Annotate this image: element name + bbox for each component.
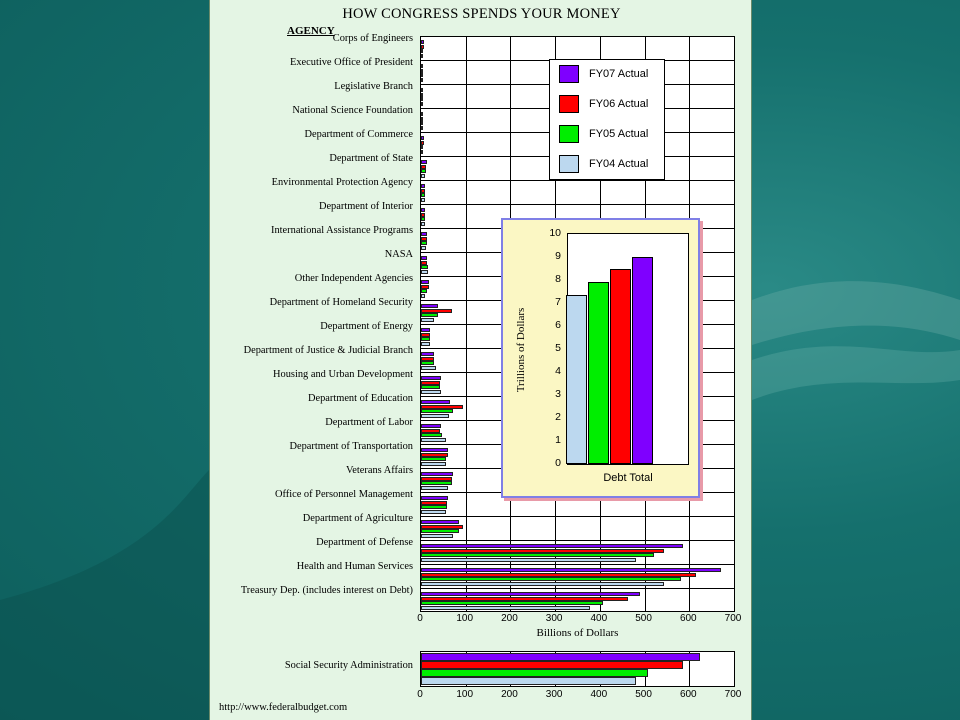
agency-label-department-of-state: Department of State: [329, 153, 413, 164]
bar-department-of-education-fy04-actual: [421, 414, 449, 418]
legend-swatch-fy05: [559, 125, 579, 143]
bar-department-of-defense-fy05-actual: [421, 553, 654, 557]
bar-legislative-branch-fy04-actual: [421, 102, 423, 106]
bar-nasa-fy07-actual: [421, 256, 427, 260]
agency-label-social-security: Social Security Administration: [284, 660, 413, 671]
legend-swatch-fy04: [559, 155, 579, 173]
x-tick-100: 100: [456, 689, 474, 700]
bar-nasa-fy06-actual: [421, 261, 427, 265]
bar-department-of-education-fy07-actual: [421, 400, 450, 404]
bar-international-assistance-programs-fy07-actual: [421, 232, 427, 236]
bar-national-science-foundation-fy06-actual: [421, 117, 423, 121]
row-separator: [421, 180, 734, 181]
debt-bar-fy05-actual: [588, 282, 609, 464]
bar-executive-office-of-president-fy06-actual: [421, 69, 423, 73]
bar-department-of-interior-fy05-actual: [421, 217, 425, 221]
debt-y-tick-3: 3: [555, 388, 561, 400]
bar-department-of-commerce-fy05-actual: [421, 145, 423, 149]
bar-department-of-justice-judicial-branch-fy04-actual: [421, 366, 436, 370]
agency-label-corps-of-engineers: Corps of Engineers: [332, 33, 413, 44]
bar-veterans-affairs-fy05-actual: [421, 481, 452, 485]
bar-treasury-dep-includes-interest-on-debt-fy06-actual: [421, 597, 628, 601]
bar-department-of-commerce-fy06-actual: [421, 141, 424, 145]
bar-executive-office-of-president-fy04-actual: [421, 78, 423, 82]
agency-label-department-of-justice-judicial-branch: Department of Justice & Judicial Branch: [243, 345, 413, 356]
bar-international-assistance-programs-fy05-actual: [421, 241, 427, 245]
bar-department-of-commerce-fy07-actual: [421, 136, 424, 140]
bar-social-security-fy04-actual: [421, 677, 636, 685]
agency-label-legislative-branch: Legislative Branch: [334, 81, 413, 92]
bar-department-of-defense-fy04-actual: [421, 558, 636, 562]
bar-department-of-transportation-fy05-actual: [421, 457, 446, 461]
x-tick-0: 0: [417, 689, 423, 700]
agency-label-department-of-commerce: Department of Commerce: [304, 129, 413, 140]
bar-department-of-interior-fy06-actual: [421, 213, 425, 217]
bar-department-of-state-fy07-actual: [421, 160, 427, 164]
agency-label-environmental-protection-agency: Environmental Protection Agency: [271, 177, 413, 188]
debt-bar-fy06-actual: [610, 269, 631, 465]
x-tick-200: 200: [501, 613, 518, 624]
agency-label-executive-office-of-president: Executive Office of President: [289, 57, 413, 68]
row-separator: [421, 588, 734, 589]
bar-department-of-defense-fy06-actual: [421, 549, 664, 553]
bar-national-science-foundation-fy05-actual: [421, 121, 423, 125]
source-url: http://www.federalbudget.com: [219, 702, 348, 713]
bar-other-independent-agencies-fy06-actual: [421, 285, 429, 289]
bar-social-security-fy05-actual: [421, 669, 648, 677]
bar-department-of-energy-fy04-actual: [421, 342, 430, 346]
bar-department-of-education-fy05-actual: [421, 409, 453, 413]
debt-y-tick-2: 2: [555, 411, 561, 423]
x-tick-500: 500: [635, 613, 652, 624]
agency-label-department-of-defense: Department of Defense: [316, 537, 413, 548]
debt-bar-fy04-actual: [566, 295, 587, 464]
x-tick-700: 700: [724, 613, 742, 624]
debt-y-tick-5: 5: [555, 342, 561, 354]
bar-housing-and-urban-development-fy07-actual: [421, 376, 441, 380]
bar-department-of-defense-fy07-actual: [421, 544, 683, 548]
legend-label-fy07: FY07 Actual: [589, 68, 649, 80]
debt-y-tick-10: 10: [549, 227, 561, 239]
bar-department-of-interior-fy07-actual: [421, 208, 425, 212]
bar-housing-and-urban-development-fy06-actual: [421, 381, 440, 385]
chart-panel: [209, 0, 752, 720]
debt-y-tick-9: 9: [555, 250, 561, 262]
bar-department-of-justice-judicial-branch-fy06-actual: [421, 357, 434, 361]
x-tick-300: 300: [545, 689, 563, 700]
bar-department-of-transportation-fy04-actual: [421, 462, 446, 466]
x-axis-label: Billions of Dollars: [536, 627, 619, 639]
bar-department-of-interior-fy04-actual: [421, 222, 425, 226]
bar-environmental-protection-agency-fy04-actual: [421, 198, 425, 202]
bar-national-science-foundation-fy07-actual: [421, 112, 423, 116]
legend: [549, 59, 665, 180]
social-security-bar-plot: [420, 651, 735, 687]
bar-department-of-education-fy06-actual: [421, 405, 463, 409]
bar-department-of-labor-fy07-actual: [421, 424, 441, 428]
bar-treasury-dep-includes-interest-on-debt-fy04-actual: [421, 606, 590, 610]
bar-international-assistance-programs-fy06-actual: [421, 237, 427, 241]
bar-national-science-foundation-fy04-actual: [421, 126, 423, 130]
agency-label-treasury-dep-includes-interest-on-debt: Treasury Dep. (includes interest on Debt): [240, 585, 413, 596]
bar-office-of-personnel-management-fy05-actual: [421, 505, 447, 509]
bar-department-of-state-fy05-actual: [421, 169, 426, 173]
agency-label-department-of-transportation: Department of Transportation: [289, 441, 413, 452]
agency-label-veterans-affairs: Veterans Affairs: [345, 465, 413, 476]
bar-department-of-labor-fy06-actual: [421, 429, 440, 433]
bar-corps-of-engineers-fy04-actual: [421, 54, 423, 58]
agency-label-department-of-energy: Department of Energy: [320, 321, 413, 332]
legend-label-fy06: FY06 Actual: [589, 98, 649, 110]
bar-veterans-affairs-fy06-actual: [421, 477, 452, 481]
bar-department-of-homeland-security-fy05-actual: [421, 313, 438, 317]
debt-y-tick-8: 8: [555, 273, 561, 285]
bar-social-security-fy07-actual: [421, 653, 700, 661]
legend-swatch-fy06: [559, 95, 579, 113]
bar-department-of-agriculture-fy06-actual: [421, 525, 463, 529]
bar-legislative-branch-fy07-actual: [421, 88, 423, 92]
bar-department-of-justice-judicial-branch-fy07-actual: [421, 352, 434, 356]
agency-label-housing-and-urban-development: Housing and Urban Development: [273, 369, 413, 380]
bar-environmental-protection-agency-fy06-actual: [421, 189, 425, 193]
bar-department-of-labor-fy05-actual: [421, 433, 442, 437]
bar-legislative-branch-fy06-actual: [421, 93, 423, 97]
bar-department-of-homeland-security-fy04-actual: [421, 318, 434, 322]
debt-y-tick-4: 4: [555, 365, 561, 377]
bar-department-of-justice-judicial-branch-fy05-actual: [421, 361, 434, 365]
x-tick-600: 600: [679, 689, 697, 700]
x-tick-400: 400: [590, 689, 608, 700]
legend-label-fy04: FY04 Actual: [589, 158, 649, 170]
debt-bar-fy07-actual: [632, 257, 653, 464]
x-tick-0: 0: [417, 613, 423, 624]
bar-nasa-fy05-actual: [421, 265, 428, 269]
bar-environmental-protection-agency-fy05-actual: [421, 193, 425, 197]
bar-legislative-branch-fy05-actual: [421, 97, 423, 101]
bar-health-and-human-services-fy07-actual: [421, 568, 721, 572]
bar-department-of-state-fy06-actual: [421, 165, 426, 169]
bar-health-and-human-services-fy05-actual: [421, 577, 681, 581]
bar-office-of-personnel-management-fy07-actual: [421, 496, 448, 500]
bar-department-of-labor-fy04-actual: [421, 438, 446, 442]
bar-department-of-energy-fy07-actual: [421, 328, 430, 332]
bar-department-of-state-fy04-actual: [421, 174, 425, 178]
bar-environmental-protection-agency-fy07-actual: [421, 184, 425, 188]
row-separator: [421, 564, 734, 565]
bar-department-of-agriculture-fy05-actual: [421, 529, 459, 533]
debt-y-tick-7: 7: [555, 296, 561, 308]
bar-treasury-dep-includes-interest-on-debt-fy07-actual: [421, 592, 640, 596]
row-separator: [421, 204, 734, 205]
row-separator: [421, 540, 734, 541]
debt-bar-plot: [567, 233, 689, 465]
bar-executive-office-of-president-fy07-actual: [421, 64, 423, 68]
bar-department-of-transportation-fy06-actual: [421, 453, 448, 457]
bar-department-of-homeland-security-fy07-actual: [421, 304, 438, 308]
agency-label-department-of-homeland-security: Department of Homeland Security: [269, 297, 413, 308]
bar-department-of-energy-fy05-actual: [421, 337, 430, 341]
x-tick-300: 300: [545, 613, 563, 624]
bar-treasury-dep-includes-interest-on-debt-fy05-actual: [421, 601, 603, 605]
bar-executive-office-of-president-fy05-actual: [421, 73, 423, 77]
bar-housing-and-urban-development-fy04-actual: [421, 390, 441, 394]
x-tick-600: 600: [679, 613, 697, 624]
debt-x-axis-label: Debt Total: [603, 472, 653, 484]
bar-department-of-homeland-security-fy06-actual: [421, 309, 452, 313]
bar-health-and-human-services-fy06-actual: [421, 573, 696, 577]
agency-label-international-assistance-programs: International Assistance Programs: [271, 225, 413, 236]
debt-y-axis-label: Trillions of Dollars: [515, 307, 527, 393]
x-tick-500: 500: [635, 689, 652, 700]
bar-other-independent-agencies-fy04-actual: [421, 294, 425, 298]
legend-label-fy05: FY05 Actual: [589, 128, 649, 140]
legend-swatch-fy07: [559, 65, 579, 83]
debt-inset: [501, 218, 700, 498]
bar-corps-of-engineers-fy05-actual: [421, 49, 423, 53]
bar-international-assistance-programs-fy04-actual: [421, 246, 426, 250]
agency-label-department-of-education: Department of Education: [307, 393, 413, 404]
bar-other-independent-agencies-fy05-actual: [421, 289, 427, 293]
agency-label-department-of-interior: Department of Interior: [318, 201, 413, 212]
bar-office-of-personnel-management-fy04-actual: [421, 510, 446, 514]
bar-health-and-human-services-fy04-actual: [421, 582, 664, 586]
agency-label-department-of-labor: Department of Labor: [325, 417, 413, 428]
bar-other-independent-agencies-fy07-actual: [421, 280, 429, 284]
x-tick-700: 700: [724, 689, 742, 700]
agency-header: AGENCY: [287, 25, 335, 37]
agency-label-health-and-human-services: Health and Human Services: [296, 561, 413, 572]
bar-corps-of-engineers-fy06-actual: [421, 45, 424, 49]
bar-nasa-fy04-actual: [421, 270, 428, 274]
bar-department-of-agriculture-fy04-actual: [421, 534, 453, 538]
bar-veterans-affairs-fy04-actual: [421, 486, 448, 490]
debt-y-tick-1: 1: [555, 434, 561, 446]
agency-label-nasa: NASA: [384, 249, 413, 260]
agency-label-national-science-foundation: National Science Foundation: [292, 105, 413, 116]
page-title: HOW CONGRESS SPENDS YOUR MONEY: [342, 6, 621, 22]
agency-label-department-of-agriculture: Department of Agriculture: [302, 513, 413, 524]
agency-label-other-independent-agencies: Other Independent Agencies: [294, 273, 413, 284]
bar-department-of-energy-fy06-actual: [421, 333, 430, 337]
agency-label-office-of-personnel-management: Office of Personnel Management: [274, 489, 413, 500]
bar-office-of-personnel-management-fy06-actual: [421, 501, 447, 505]
bar-corps-of-engineers-fy07-actual: [421, 40, 424, 44]
bar-department-of-agriculture-fy07-actual: [421, 520, 459, 524]
row-separator: [421, 516, 734, 517]
bar-department-of-transportation-fy07-actual: [421, 448, 448, 452]
bar-social-security-fy06-actual: [421, 661, 683, 669]
bar-housing-and-urban-development-fy05-actual: [421, 385, 440, 389]
x-tick-400: 400: [590, 613, 608, 624]
bar-department-of-commerce-fy04-actual: [421, 150, 423, 154]
bar-veterans-affairs-fy07-actual: [421, 472, 453, 476]
debt-y-tick-0: 0: [555, 457, 561, 469]
x-tick-100: 100: [456, 613, 474, 624]
x-tick-200: 200: [501, 689, 518, 700]
debt-y-tick-6: 6: [555, 319, 561, 331]
